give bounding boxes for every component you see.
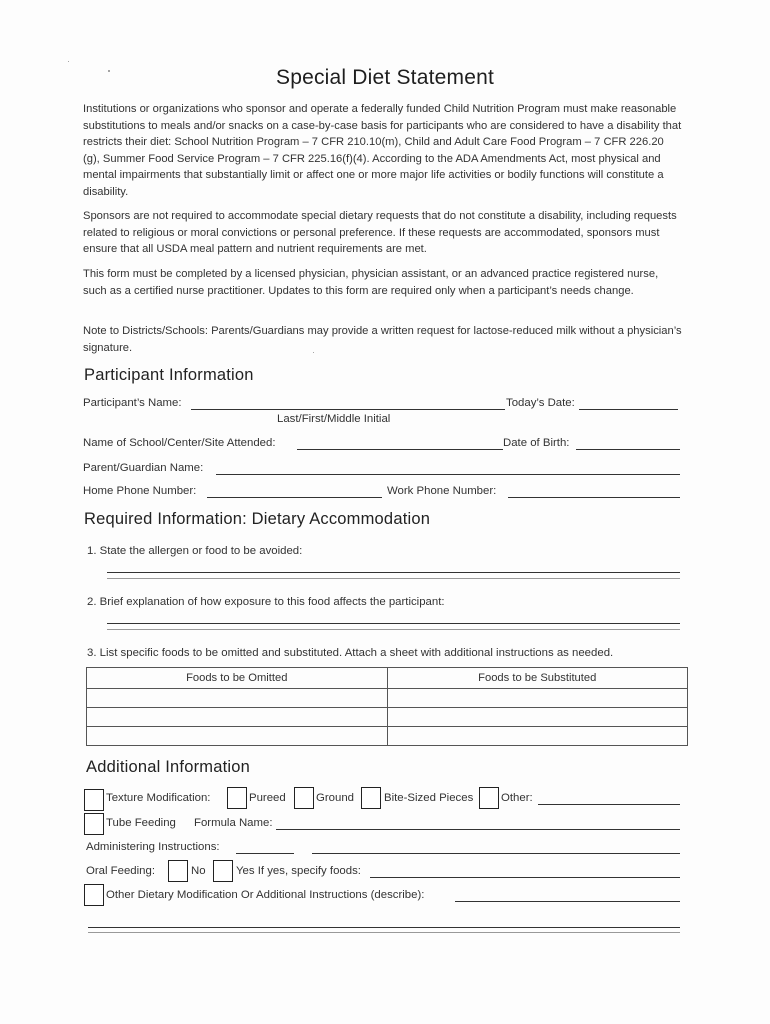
scan-speck — [108, 70, 110, 72]
texture-checkbox[interactable] — [84, 789, 104, 811]
pureed-checkbox[interactable] — [227, 787, 247, 809]
tube-feeding-checkbox[interactable] — [84, 813, 104, 835]
oral-feeding-label: Oral Feeding: — [86, 865, 156, 877]
substituted-cell[interactable] — [387, 708, 688, 727]
oral-yes-label: Yes If yes, specify foods: — [236, 865, 361, 877]
substituted-cell[interactable] — [387, 727, 688, 746]
todays-date-field[interactable] — [579, 409, 678, 410]
formula-label: Formula Name: — [194, 817, 273, 829]
substituted-column-header: Foods to be Substituted — [387, 668, 688, 689]
specify-foods-field[interactable] — [370, 877, 680, 878]
oral-yes-checkbox[interactable] — [213, 860, 233, 882]
pureed-label: Pureed — [249, 792, 286, 804]
page-title: Special Diet Statement — [275, 66, 494, 89]
dob-field[interactable] — [576, 449, 680, 450]
completion-paragraph: This form must be completed by a licensed physician, physician assistant, or an advanced practice registered nurse, such as a certified nurse practitioner. Updates to this form are required only when a participant’s needs change. — [83, 268, 659, 297]
administering-label: Administering Instructions: — [86, 841, 220, 853]
foods-table — [86, 667, 688, 746]
note-paragraph: Note to Districts/Schools: Parents/Guardians may provide a written request for lactose-reduced milk without a physician’s signature. — [83, 325, 682, 354]
school-label: Name of School/Center/Site Attended: — [83, 437, 276, 449]
omitted-cell[interactable] — [87, 708, 388, 727]
substituted-cell[interactable] — [387, 689, 688, 708]
todays-date-label: Today’s Date: — [506, 397, 575, 409]
scan-speck — [68, 61, 69, 62]
ground-label: Ground — [316, 792, 354, 804]
describe-line-2 — [88, 932, 680, 933]
oral-no-label: No — [191, 865, 206, 877]
work-phone-field[interactable] — [508, 497, 680, 498]
other-texture-label: Other: — [501, 792, 533, 804]
table-row — [87, 689, 688, 708]
question-1: 1. State the allergen or food to be avoided: — [87, 545, 303, 557]
explanation-field-line-2 — [107, 629, 680, 630]
administering-field[interactable] — [236, 853, 294, 854]
tube-feeding-label: Tube Feeding — [106, 817, 176, 829]
allergen-field-line-2 — [107, 578, 680, 579]
table-row — [87, 727, 688, 746]
participant-name-label: Participant’s Name: — [83, 397, 182, 409]
guardian-label: Parent/Guardian Name: — [83, 462, 204, 474]
other-texture-field[interactable] — [538, 804, 680, 805]
other-modification-checkbox[interactable] — [84, 884, 104, 906]
participant-heading: Participant Information — [84, 366, 254, 384]
additional-heading: Additional Information — [86, 758, 250, 776]
omitted-column-header: Foods to be Omitted — [87, 668, 388, 689]
scan-speck — [313, 352, 314, 353]
intro-paragraph: Institutions or organizations who sponsor and operate a federally funded Child Nutrition Program must make reasonable substitutions to meals and/or snacks on a case-by-case basis for participants who are considered to have a disability that restricts their diet: School Nutrition Program – 7 CFR 210.10(m), Child and Adult Care Food Program – 7 CFR 226.20 (g), Summer Food Service Program – 7 CFR 225.16(f)(4). According to the ADA Amendments Act, most physical and mental impairments that substantially limit or affect one or more major life activities or bodily functions will constitute a disability. — [83, 103, 682, 198]
formula-field[interactable] — [276, 829, 680, 830]
bite-sized-checkbox[interactable] — [361, 787, 381, 809]
question-2: 2. Brief explanation of how exposure to this food affects the participant: — [87, 596, 445, 608]
other-texture-checkbox[interactable] — [479, 787, 499, 809]
participant-name-field[interactable] — [191, 409, 505, 410]
question-3: 3. List specific foods to be omitted and substituted. Attach a sheet with additional instructions as needed. — [87, 647, 614, 659]
required-heading: Required Information: Dietary Accommodation — [84, 510, 431, 528]
bite-sized-label: Bite-Sized Pieces — [384, 792, 474, 804]
omitted-cell[interactable] — [87, 689, 388, 708]
work-phone-label: Work Phone Number: — [387, 485, 497, 497]
omitted-cell[interactable] — [87, 727, 388, 746]
other-modification-field[interactable] — [455, 901, 680, 902]
describe-line[interactable] — [88, 927, 680, 928]
name-format-hint: Last/First/Middle Initial — [277, 413, 391, 425]
home-phone-label: Home Phone Number: — [83, 485, 197, 497]
texture-label: Texture Modification: — [106, 792, 211, 804]
administering-field-continued[interactable] — [312, 853, 680, 854]
guardian-field[interactable] — [216, 474, 680, 475]
dob-label: Date of Birth: — [503, 437, 570, 449]
explanation-field[interactable] — [107, 623, 680, 624]
sponsors-paragraph: Sponsors are not required to accommodate special dietary requests that do not constitute a disability, including requests related to religious or moral convictions or personal preference. If these requests are accommodated, sponsors must ensure that all USDA meal pattern and nutrient requirements are met. — [83, 210, 677, 256]
other-modification-label: Other Dietary Modification Or Additional Instructions (describe): — [106, 889, 425, 901]
table-header-row — [87, 668, 688, 689]
allergen-field[interactable] — [107, 572, 680, 573]
home-phone-field[interactable] — [207, 497, 382, 498]
ground-checkbox[interactable] — [294, 787, 314, 809]
oral-no-checkbox[interactable] — [168, 860, 188, 882]
school-field[interactable] — [297, 449, 503, 450]
table-row — [87, 708, 688, 727]
